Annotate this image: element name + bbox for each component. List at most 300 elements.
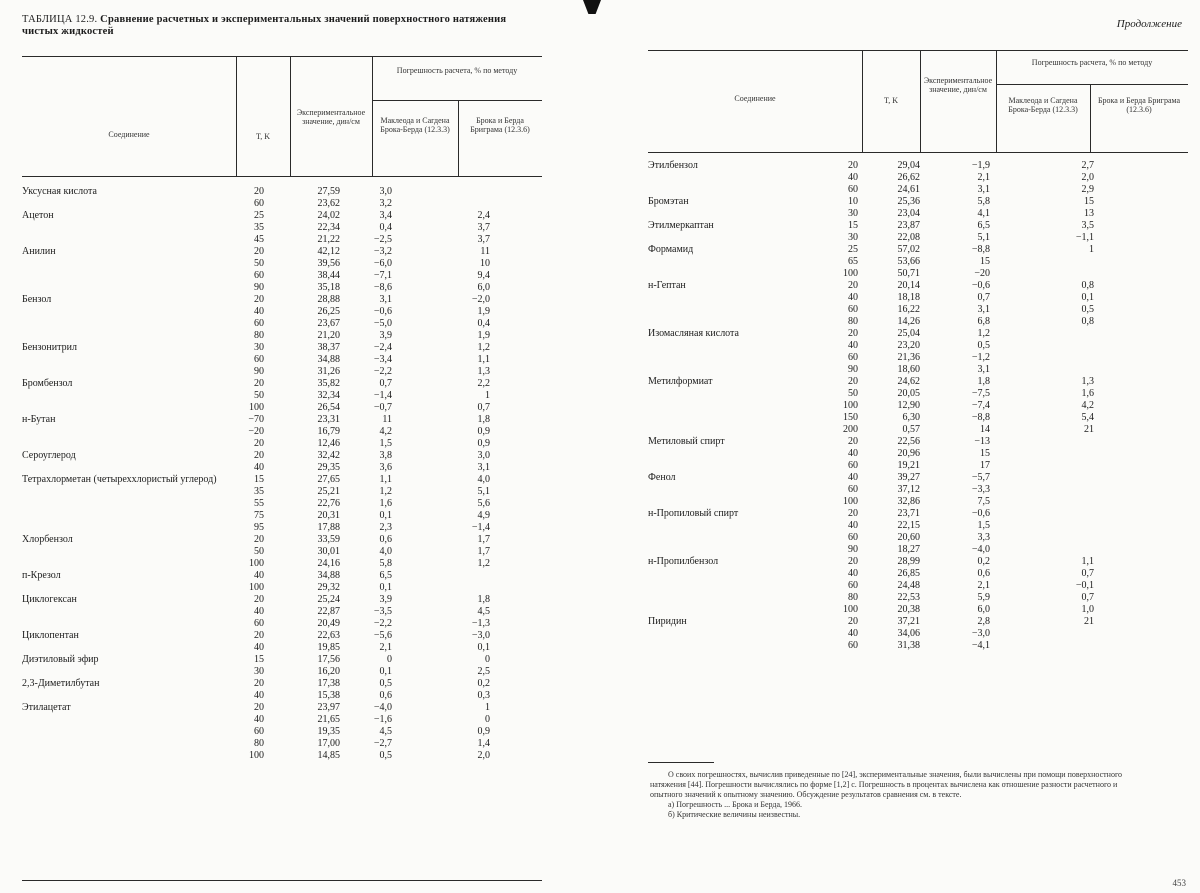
experimental-value-cell: 17,56 (317, 654, 340, 665)
header-substance: Соединение (108, 130, 150, 139)
method-1-error-cell: −1,2 (971, 352, 990, 363)
table-row (600, 268, 1200, 280)
table-row (0, 282, 600, 294)
table-row (0, 246, 600, 258)
method-1-error-cell: −2,2 (373, 618, 392, 629)
method-1-error-cell: 3,9 (379, 594, 392, 605)
substance-cell: Фенол (648, 472, 676, 483)
table-row (600, 280, 1200, 292)
experimental-value-cell: 32,42 (317, 450, 340, 461)
temperature-cell: 35 (254, 486, 264, 497)
experimental-value-cell: 18,60 (897, 364, 920, 375)
temperature-cell: 75 (254, 510, 264, 521)
table-row (0, 222, 600, 234)
experimental-value-cell: 32,34 (317, 390, 340, 401)
method-2-error-cell: 5,6 (477, 498, 490, 509)
experimental-value-cell: 19,35 (317, 726, 340, 737)
table-row (0, 630, 600, 642)
method-1-error-cell: 14 (980, 424, 990, 435)
method-1-error-cell: −3,2 (373, 246, 392, 257)
method-2-error-cell: 3,5 (1081, 220, 1094, 231)
method-1-error-cell: −3,4 (373, 354, 392, 365)
temperature-cell: 30 (254, 666, 264, 677)
experimental-value-cell: 35,18 (317, 282, 340, 293)
method-1-error-cell: 7,5 (977, 496, 990, 507)
temperature-cell: 90 (848, 544, 858, 555)
table-row (0, 426, 600, 438)
method-2-error-cell: 2,7 (1081, 160, 1094, 171)
table-row (600, 460, 1200, 472)
table-row (600, 436, 1200, 448)
table-row (600, 244, 1200, 256)
temperature-cell: 80 (254, 738, 264, 749)
experimental-value-cell: 34,88 (317, 354, 340, 365)
temperature-cell: 40 (254, 690, 264, 701)
substance-cell: п-Крезол (22, 570, 61, 581)
header-exp: Экспериментальное значение, дин/см (923, 76, 993, 94)
experimental-value-cell: 14,26 (897, 316, 920, 327)
method-1-error-cell: −8,8 (971, 412, 990, 423)
method-1-error-cell: −8,8 (971, 244, 990, 255)
method-1-error-cell: 0,7 (379, 378, 392, 389)
table-row (0, 714, 600, 726)
method-1-error-cell: 6,5 (379, 570, 392, 581)
method-1-error-cell: 3,4 (379, 210, 392, 221)
footnote-rule (648, 762, 714, 763)
temperature-cell: 150 (843, 412, 858, 423)
table-row (0, 258, 600, 270)
method-1-error-cell: −2,7 (373, 738, 392, 749)
temperature-cell: 100 (249, 558, 264, 569)
method-2-error-cell: 1,3 (1081, 376, 1094, 387)
temperature-cell: 20 (848, 508, 858, 519)
table-row (600, 172, 1200, 184)
method-1-error-cell: −13 (974, 436, 990, 447)
header-col-divider (290, 56, 291, 176)
temperature-cell: 50 (848, 388, 858, 399)
substance-cell: Этилмеркаптан (648, 220, 714, 231)
substance-cell: Диэтиловый эфир (22, 654, 99, 665)
experimental-value-cell: 24,62 (897, 376, 920, 387)
method-1-error-cell: −0,6 (373, 306, 392, 317)
temperature-cell: 60 (254, 726, 264, 737)
method-1-error-cell: 3,1 (977, 184, 990, 195)
table-row (0, 306, 600, 318)
temperature-cell: 35 (254, 222, 264, 233)
method-1-error-cell: −5,7 (971, 472, 990, 483)
experimental-value-cell: 0,57 (902, 424, 920, 435)
temperature-cell: 20 (254, 186, 264, 197)
temperature-cell: 20 (254, 246, 264, 257)
experimental-value-cell: 12,46 (317, 438, 340, 449)
method-2-error-cell: 2,4 (477, 210, 490, 221)
method-1-error-cell: 5,9 (977, 592, 990, 603)
substance-cell: Хлорбензол (22, 534, 73, 545)
method-1-error-cell: −3,0 (971, 628, 990, 639)
temperature-cell: 20 (254, 630, 264, 641)
temperature-cell: 40 (254, 606, 264, 617)
experimental-value-cell: 21,22 (317, 234, 340, 245)
method-1-error-cell: 4,2 (379, 426, 392, 437)
header-method-2: Брока и Берда Бриграма (12.3.6) (1097, 96, 1181, 114)
temperature-cell: 40 (254, 714, 264, 725)
table-number: ТАБЛИЦА 12.9. (22, 14, 98, 25)
method-1-error-cell: −5,6 (373, 630, 392, 641)
method-1-error-cell: −0,6 (971, 508, 990, 519)
method-1-error-cell: −3,5 (373, 606, 392, 617)
table-row (0, 270, 600, 282)
substance-cell: Пиридин (648, 616, 687, 627)
table-row (0, 450, 600, 462)
header-col-divider (372, 56, 373, 176)
method-2-error-cell: 0,1 (477, 642, 490, 653)
header-method-1: Маклеода и Сагдена Брока-Берда (12.3.3) (380, 116, 450, 134)
temperature-cell: 40 (848, 172, 858, 183)
table-row (0, 462, 600, 474)
table-row (600, 604, 1200, 616)
table-row (600, 304, 1200, 316)
temperature-cell: 40 (848, 628, 858, 639)
method-1-error-cell: −2,4 (373, 342, 392, 353)
temperature-cell: 20 (254, 534, 264, 545)
method-2-error-cell: 0,8 (1081, 316, 1094, 327)
method-1-error-cell: 5,1 (977, 232, 990, 243)
temperature-cell: 95 (254, 522, 264, 533)
experimental-value-cell: 25,04 (897, 328, 920, 339)
method-2-error-cell: 1 (485, 390, 490, 401)
header-col-divider (996, 50, 997, 152)
method-1-error-cell: 2,1 (379, 642, 392, 653)
experimental-value-cell: 31,26 (317, 366, 340, 377)
method-2-error-cell: 0 (485, 654, 490, 665)
experimental-value-cell: 16,20 (317, 666, 340, 677)
table-row (0, 594, 600, 606)
temperature-cell: 20 (848, 616, 858, 627)
method-2-error-cell: 3,0 (477, 450, 490, 461)
method-2-error-cell: 0,3 (477, 690, 490, 701)
substance-cell: н-Пропилбензол (648, 556, 719, 567)
method-1-error-cell: −4,1 (971, 640, 990, 651)
table-row (600, 388, 1200, 400)
substance-cell: Этилацетат (22, 702, 71, 713)
temperature-cell: 60 (848, 640, 858, 651)
substance-cell: Бромбензол (22, 378, 73, 389)
experimental-value-cell: 6,30 (902, 412, 920, 423)
table-row (0, 690, 600, 702)
method-2-error-cell: 3,7 (477, 222, 490, 233)
experimental-value-cell: 24,48 (897, 580, 920, 591)
temperature-cell: −70 (248, 414, 264, 425)
method-2-error-cell: 0,1 (1081, 292, 1094, 303)
substance-cell: н-Бутан (22, 414, 56, 425)
temperature-cell: 50 (254, 390, 264, 401)
table-row (0, 642, 600, 654)
experimental-value-cell: 27,65 (317, 474, 340, 485)
table-row (0, 402, 600, 414)
experimental-value-cell: 22,76 (317, 498, 340, 509)
experimental-value-cell: 22,56 (897, 436, 920, 447)
temperature-cell: 100 (843, 496, 858, 507)
substance-cell: Бензонитрил (22, 342, 77, 353)
header-group-rule (372, 100, 542, 101)
method-1-error-cell: 1,5 (379, 438, 392, 449)
table-row (0, 198, 600, 210)
method-1-error-cell: 3,2 (379, 198, 392, 209)
temperature-cell: 60 (848, 352, 858, 363)
table-row (600, 364, 1200, 376)
temperature-cell: 40 (848, 448, 858, 459)
temperature-cell: 55 (254, 498, 264, 509)
temperature-cell: 100 (249, 402, 264, 413)
experimental-value-cell: 20,05 (897, 388, 920, 399)
header-error-group: Погрешность расчета, % по методу (396, 66, 518, 75)
experimental-value-cell: 21,20 (317, 330, 340, 341)
method-2-error-cell: 2,9 (1081, 184, 1094, 195)
experimental-value-cell: 22,08 (897, 232, 920, 243)
temperature-cell: 40 (254, 570, 264, 581)
experimental-value-cell: 29,04 (897, 160, 920, 171)
header-col-divider (458, 100, 459, 176)
temperature-cell: −20 (248, 426, 264, 437)
temperature-cell: 80 (848, 592, 858, 603)
method-2-error-cell: 1 (485, 702, 490, 713)
method-2-error-cell: 1,8 (477, 594, 490, 605)
header-col-divider (1090, 84, 1091, 152)
table-row (0, 378, 600, 390)
experimental-value-cell: 34,88 (317, 570, 340, 581)
temperature-cell: 100 (249, 582, 264, 593)
experimental-value-cell: 42,12 (317, 246, 340, 257)
header-temp: T, K (883, 96, 899, 105)
method-1-error-cell: 0,2 (977, 556, 990, 567)
method-2-error-cell: 0,5 (1081, 304, 1094, 315)
table-row (0, 750, 600, 762)
table-row (0, 342, 600, 354)
experimental-value-cell: 50,71 (897, 268, 920, 279)
temperature-cell: 45 (254, 234, 264, 245)
method-2-error-cell: 3,1 (477, 462, 490, 473)
temperature-cell: 60 (848, 184, 858, 195)
temperature-cell: 100 (843, 604, 858, 615)
method-1-error-cell: 1,2 (379, 486, 392, 497)
table-row (600, 532, 1200, 544)
table-row (0, 510, 600, 522)
table-row (0, 558, 600, 570)
header-top-rule (22, 56, 542, 57)
table-row (600, 316, 1200, 328)
table-row (600, 340, 1200, 352)
temperature-cell: 20 (848, 436, 858, 447)
table-row (600, 580, 1200, 592)
temperature-cell: 90 (254, 366, 264, 377)
table-row (600, 568, 1200, 580)
header-temp: T, K (255, 132, 271, 141)
method-1-error-cell: 17 (980, 460, 990, 471)
method-2-error-cell: 3,7 (477, 234, 490, 245)
method-1-error-cell: −5,0 (373, 318, 392, 329)
header-top-rule (648, 50, 1188, 51)
method-1-error-cell: 3,1 (379, 294, 392, 305)
method-2-error-cell: 6,0 (477, 282, 490, 293)
temperature-cell: 65 (848, 256, 858, 267)
method-1-error-cell: 3,1 (977, 364, 990, 375)
experimental-value-cell: 23,62 (317, 198, 340, 209)
page-number: 453 (1172, 878, 1186, 888)
method-2-error-cell: 0,9 (477, 426, 490, 437)
experimental-value-cell: 22,34 (317, 222, 340, 233)
experimental-value-cell: 22,87 (317, 606, 340, 617)
method-2-error-cell: 1,1 (477, 354, 490, 365)
substance-cell: Метилформиат (648, 376, 713, 387)
temperature-cell: 40 (254, 306, 264, 317)
method-1-error-cell: 0,6 (379, 534, 392, 545)
temperature-cell: 60 (848, 580, 858, 591)
experimental-value-cell: 34,06 (897, 628, 920, 639)
table-row (0, 414, 600, 426)
method-1-error-cell: −1,6 (373, 714, 392, 725)
table-row (0, 318, 600, 330)
temperature-cell: 20 (254, 378, 264, 389)
method-1-error-cell: 1,6 (379, 498, 392, 509)
experimental-value-cell: 22,53 (897, 592, 920, 603)
method-1-error-cell: 5,8 (977, 196, 990, 207)
method-2-error-cell: 5,4 (1081, 412, 1094, 423)
method-2-error-cell: 21 (1084, 616, 1094, 627)
method-1-error-cell: 2,1 (977, 580, 990, 591)
experimental-value-cell: 37,12 (897, 484, 920, 495)
method-1-error-cell: 1,8 (977, 376, 990, 387)
method-2-error-cell: 1,2 (477, 558, 490, 569)
experimental-value-cell: 24,61 (897, 184, 920, 195)
temperature-cell: 60 (848, 532, 858, 543)
method-2-error-cell: 1 (1089, 244, 1094, 255)
table-row (600, 628, 1200, 640)
temperature-cell: 60 (848, 484, 858, 495)
experimental-value-cell: 28,88 (317, 294, 340, 305)
method-1-error-cell: 3,9 (379, 330, 392, 341)
substance-cell: Бензол (22, 294, 52, 305)
method-2-error-cell: 0 (485, 714, 490, 725)
method-1-error-cell: 3,3 (977, 532, 990, 543)
method-1-error-cell: 6,5 (977, 220, 990, 231)
temperature-cell: 60 (254, 270, 264, 281)
temperature-cell: 15 (848, 220, 858, 231)
temperature-cell: 30 (848, 232, 858, 243)
method-1-error-cell: 0,1 (379, 510, 392, 521)
method-1-error-cell: 4,5 (379, 726, 392, 737)
method-2-error-cell: 4,5 (477, 606, 490, 617)
method-1-error-cell: −7,1 (373, 270, 392, 281)
experimental-value-cell: 30,01 (317, 546, 340, 557)
method-2-error-cell: 13 (1084, 208, 1094, 219)
table-row (0, 498, 600, 510)
method-1-error-cell: 3,1 (977, 304, 990, 315)
table-row (600, 412, 1200, 424)
method-1-error-cell: 5,8 (379, 558, 392, 569)
temperature-cell: 40 (848, 340, 858, 351)
experimental-value-cell: 23,20 (897, 340, 920, 351)
method-1-error-cell: 6,0 (977, 604, 990, 615)
experimental-value-cell: 25,24 (317, 594, 340, 605)
method-2-error-cell: 1,2 (477, 342, 490, 353)
method-1-error-cell: 3,8 (379, 450, 392, 461)
table-row (0, 366, 600, 378)
method-2-error-cell: 15 (1084, 196, 1094, 207)
table-body (600, 160, 1200, 652)
footnote: а) Погрешность ... Брока и Берда, 1966. (668, 800, 803, 809)
method-2-error-cell: 0,7 (477, 402, 490, 413)
method-2-error-cell: −1,1 (1075, 232, 1094, 243)
method-2-error-cell: 10 (480, 258, 490, 269)
method-1-error-cell: −0,7 (373, 402, 392, 413)
table-row (0, 654, 600, 666)
header-substance: Соединение (734, 94, 776, 103)
experimental-value-cell: 20,96 (897, 448, 920, 459)
method-1-error-cell: 0 (387, 654, 392, 665)
table-row (0, 186, 600, 198)
temperature-cell: 10 (848, 196, 858, 207)
temperature-cell: 20 (254, 438, 264, 449)
method-1-error-cell: 11 (382, 414, 392, 425)
header-col-divider (920, 50, 921, 152)
method-2-error-cell: 11 (480, 246, 490, 257)
temperature-cell: 20 (848, 376, 858, 387)
substance-cell: Этилбензол (648, 160, 698, 171)
method-1-error-cell: 15 (980, 256, 990, 267)
temperature-cell: 40 (848, 472, 858, 483)
experimental-value-cell: 24,16 (317, 558, 340, 569)
method-2-error-cell: 0,4 (477, 318, 490, 329)
footnote: б) Критические величины неизвестны. (668, 810, 801, 819)
experimental-value-cell: 23,71 (897, 508, 920, 519)
table-row (0, 354, 600, 366)
temperature-cell: 60 (254, 318, 264, 329)
method-1-error-cell: 1,5 (977, 520, 990, 531)
temperature-cell: 80 (254, 330, 264, 341)
temperature-cell: 40 (848, 292, 858, 303)
temperature-cell: 20 (254, 594, 264, 605)
experimental-value-cell: 18,18 (897, 292, 920, 303)
method-2-error-cell: −3,0 (471, 630, 490, 641)
table-row (0, 534, 600, 546)
method-1-error-cell: 2,3 (379, 522, 392, 533)
temperature-cell: 60 (848, 460, 858, 471)
method-1-error-cell: 0,5 (379, 750, 392, 761)
table-row (600, 208, 1200, 220)
temperature-cell: 20 (848, 160, 858, 171)
method-1-error-cell: −20 (974, 268, 990, 279)
footnotes (650, 770, 1150, 820)
method-2-error-cell: 2,0 (477, 750, 490, 761)
experimental-value-cell: 20,31 (317, 510, 340, 521)
table-row (600, 256, 1200, 268)
experimental-value-cell: 24,02 (317, 210, 340, 221)
table-row (600, 472, 1200, 484)
temperature-cell: 100 (249, 750, 264, 761)
experimental-value-cell: 27,59 (317, 186, 340, 197)
table-row (0, 666, 600, 678)
method-1-error-cell: −4,0 (971, 544, 990, 555)
experimental-value-cell: 22,15 (897, 520, 920, 531)
method-2-error-cell: 9,4 (477, 270, 490, 281)
table-row (0, 234, 600, 246)
method-1-error-cell: 0,5 (977, 340, 990, 351)
method-1-error-cell: 3,6 (379, 462, 392, 473)
temperature-cell: 200 (843, 424, 858, 435)
table-row (0, 702, 600, 714)
table-row (0, 330, 600, 342)
table-row (600, 352, 1200, 364)
